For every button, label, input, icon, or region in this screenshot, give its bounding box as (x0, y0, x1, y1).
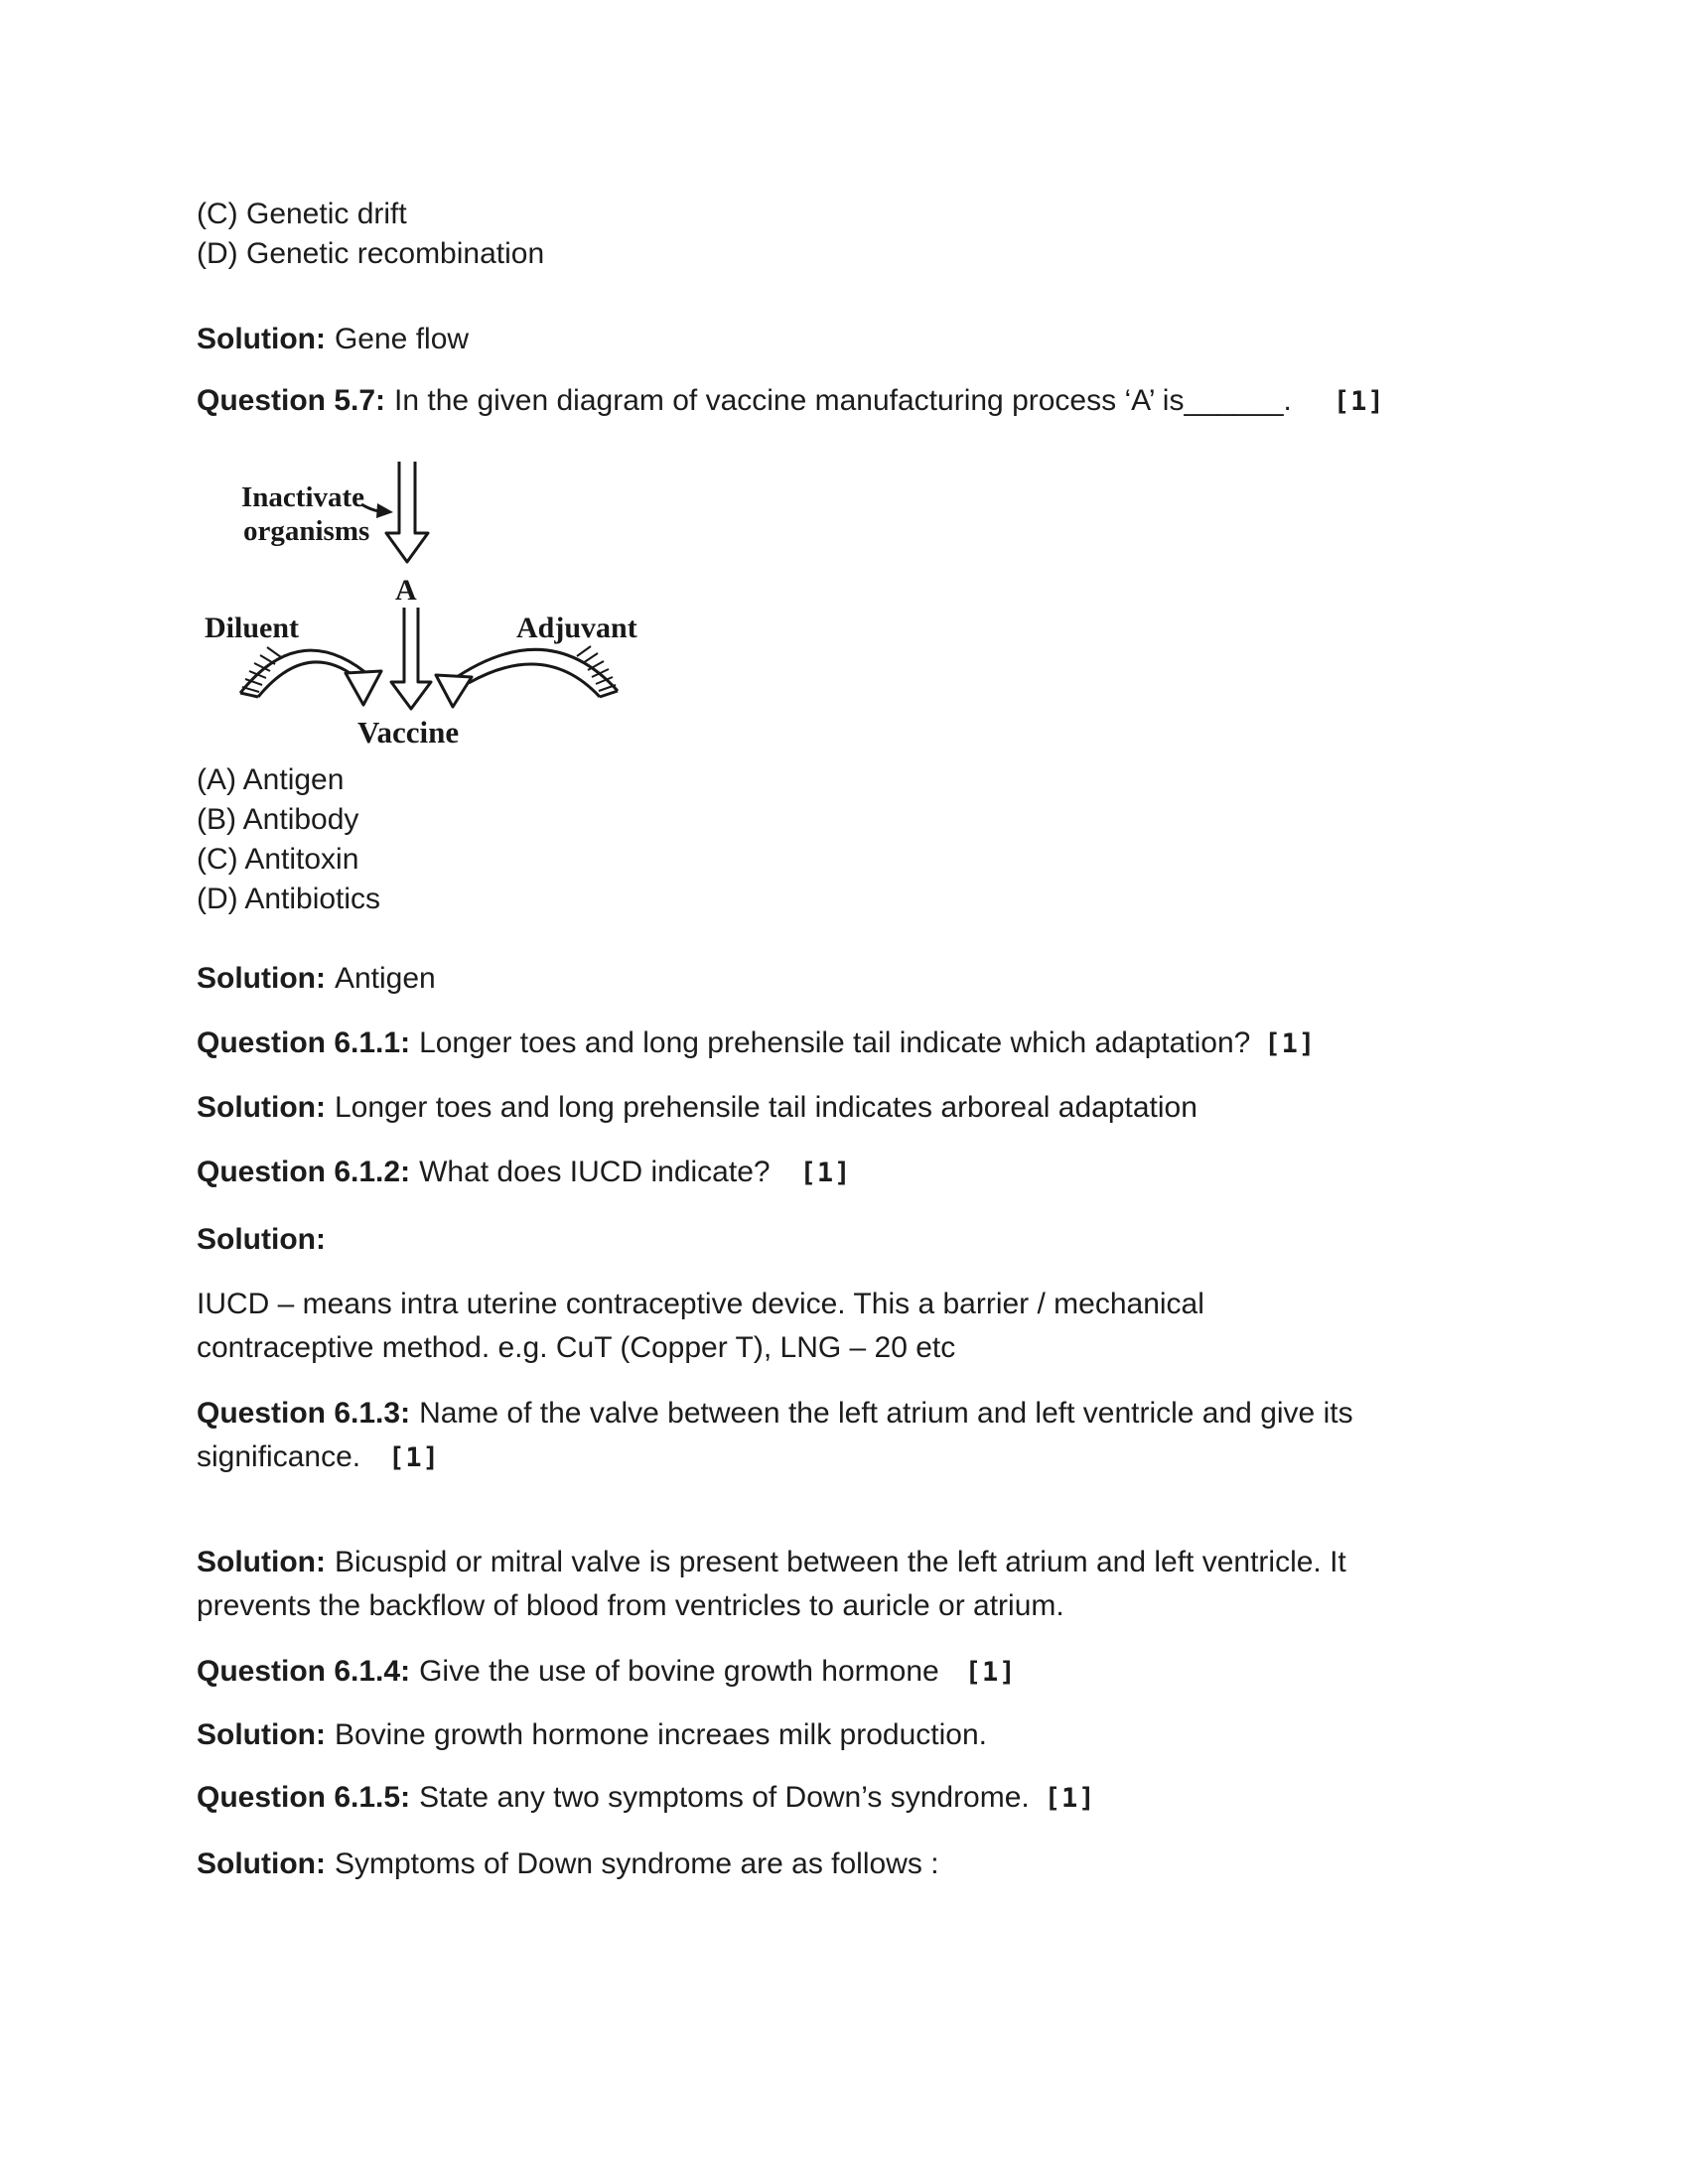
vaccine-diagram (197, 449, 663, 758)
question-6-1-3 (197, 1392, 1353, 1480)
diagram-label-adjuvant: Adjuvant (516, 612, 637, 644)
fill-in-blank: ______. (1184, 384, 1292, 417)
mark-badge: [1] (799, 1158, 852, 1188)
solution-text-line: IUCD – means intra uterine contraceptive device. This a barrier / mechanical (197, 1288, 1204, 1320)
question-text-line: significance. [1] (197, 1440, 440, 1473)
question-6-1-2: Question 6.1.2: What does IUCD indicate? [1] (197, 1156, 852, 1188)
right-curve-inner (469, 664, 600, 697)
solution-6-1-1: Solution: Longer toes and long prehensile tail indicates arboreal adaptation (197, 1091, 1197, 1124)
solution-label: Solution: (197, 1847, 326, 1880)
diagram-label-vaccine: Vaccine (357, 715, 460, 750)
left-curve-tailcap (240, 693, 258, 697)
solution-5-7: Solution: Antigen (197, 962, 436, 995)
solution-6-1-4: Solution: Bovine growth hormone increaes milk production. (197, 1718, 987, 1751)
mark-badge: [1] (1333, 386, 1385, 417)
down-arrow-middle (391, 608, 431, 709)
solution-6-1-3 (197, 1541, 1346, 1628)
question-label: Question 5.7: (197, 384, 386, 417)
right-curve-arrowhead (436, 675, 472, 707)
solution-label: Solution: (197, 323, 326, 355)
solution-label: Solution: (197, 1091, 326, 1124)
left-curve-inner (258, 662, 355, 697)
left-curve-arrowhead (346, 671, 381, 705)
solution-6-1-5: Solution: Symptoms of Down syndrome are as follows : (197, 1847, 939, 1880)
question-label: Question 6.1.5: (197, 1781, 411, 1814)
solution-5-6: Solution: Gene flow (197, 323, 470, 355)
solution-6-1-2-label (197, 1220, 335, 1260)
option-b: (B) Antibody (197, 803, 359, 836)
question-6-1-4: Question 6.1.4: Give the use of bovine growth hormone [1] (197, 1655, 1017, 1688)
down-arrow-top (386, 462, 428, 562)
mark-badge: [1] (1044, 1783, 1096, 1814)
solution-label: Solution: (197, 1223, 326, 1256)
option-d: (D) Genetic recombination (197, 237, 545, 270)
option-c: (C) Antitoxin (197, 843, 359, 876)
solution-text-line: Solution: Bicuspid or mitral valve is present between the left atrium and left ventricle. It (197, 1546, 1346, 1578)
question-label: Question 6.1.1: (197, 1026, 411, 1059)
diagram-label-organisms: organisms (243, 515, 370, 547)
mark-badge: [1] (388, 1442, 440, 1473)
question-label: Question 6.1.4: (197, 1655, 411, 1688)
solution-label: Solution: (197, 962, 326, 995)
option-a: (A) Antigen (197, 763, 345, 796)
question-label: Question 6.1.2: (197, 1156, 411, 1188)
diagram-label-diluent: Diluent (205, 612, 300, 644)
question-5-7: Question 5.7: In the given diagram of vaccine manufacturing process ‘A’ is______. [1] (197, 384, 1385, 417)
vaccine-diagram-svg (197, 449, 663, 758)
mark-badge: [1] (964, 1657, 1017, 1688)
question-text-line: Question 6.1.3: Name of the valve between the left atrium and left ventricle and give its (197, 1397, 1353, 1430)
diagram-label-inactivate: Inactivate (241, 481, 365, 513)
solution-label: Solution: (197, 1546, 326, 1578)
question-label: Question 6.1.3: (197, 1397, 411, 1430)
solution-text-line: prevents the backflow of blood from ventricles to auricle or atrium. (197, 1589, 1064, 1622)
diagram-node-a: A (395, 574, 417, 607)
option-c: (C) Genetic drift (197, 198, 407, 230)
solution-text-line: contraceptive method. e.g. CuT (Copper T), LNG – 20 etc (197, 1331, 956, 1364)
question-6-1-1: Question 6.1.1: Longer toes and long prehensile tail indicate which adaptation? [1] (197, 1026, 1317, 1059)
option-d: (D) Antibiotics (197, 883, 381, 915)
solution-label: Solution: (197, 1718, 326, 1751)
right-curve-tailcap (600, 691, 618, 697)
question-6-1-5: Question 6.1.5: State any two symptoms of Down’s syndrome. [1] (197, 1781, 1096, 1814)
mark-badge: [1] (1264, 1028, 1317, 1059)
solution-6-1-2-body (197, 1283, 1204, 1370)
small-right-arrowhead (376, 503, 393, 518)
